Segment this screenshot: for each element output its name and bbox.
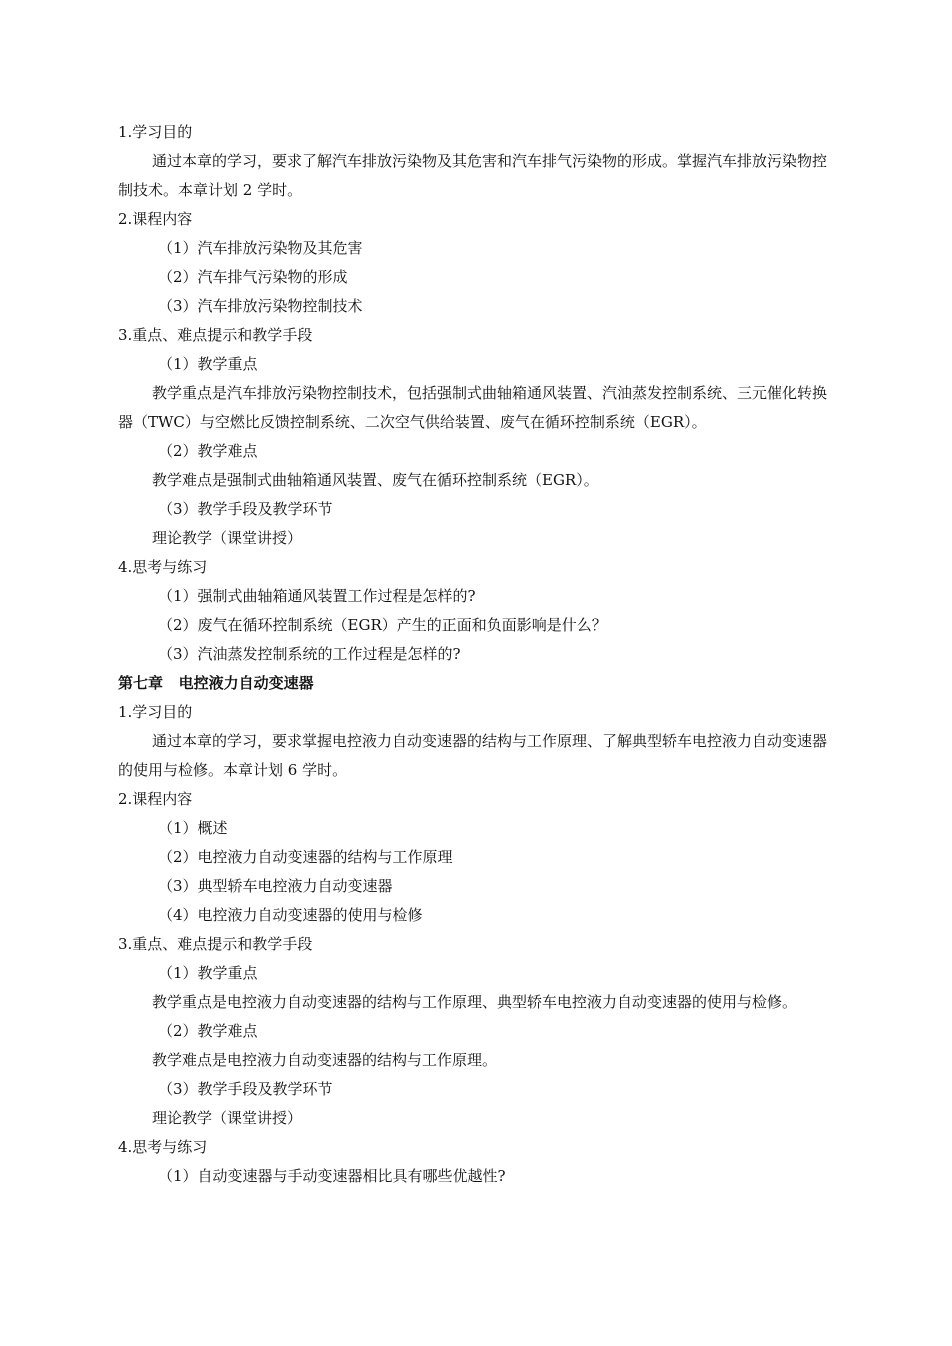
list-item: （1）强制式曲轴箱通风装置工作过程是怎样的?: [158, 587, 476, 605]
list-item: （2）废气在循环控制系统（EGR）产生的正面和负面影响是什么？: [158, 616, 607, 634]
chapter-title: 第七章 电控液力自动变速器: [118, 674, 314, 692]
paragraph: 通过本章的学习，要求了解汽车排放污染物及其危害和汽车排气污染物的形成。掌握汽车排放污染物控制技术。本章计划 2 学时。: [118, 152, 828, 199]
section-heading: 2.课程内容: [118, 210, 193, 228]
paragraph: 理论教学（课堂讲授）: [152, 529, 303, 547]
document-page: [118, 118, 836, 1191]
list-item: （1）汽车排放污染物及其危害: [158, 239, 363, 257]
subheading: （3）教学手段及教学环节: [158, 500, 333, 518]
subheading: （3）教学手段及教学环节: [158, 1080, 333, 1098]
section-heading: 1.学习目的: [118, 703, 193, 721]
section-heading: 1.学习目的: [118, 123, 193, 141]
list-item: （2）电控液力自动变速器的结构与工作原理: [158, 848, 453, 866]
list-item: （1）自动变速器与手动变速器相比具有哪些优越性?: [158, 1167, 506, 1185]
subheading: （1）教学重点: [158, 964, 258, 982]
list-item: （1）概述: [158, 819, 228, 837]
paragraph: 教学难点是电控液力自动变速器的结构与工作原理。: [152, 1051, 498, 1069]
subheading: （2）教学难点: [158, 442, 258, 460]
section-heading: 3.重点、难点提示和教学手段: [118, 326, 313, 344]
paragraph: 教学重点是电控液力自动变速器的结构与工作原理、典型轿车电控液力自动变速器的使用与检修。: [152, 993, 798, 1011]
paragraph: 理论教学（课堂讲授）: [152, 1109, 303, 1127]
list-item: （3）汽油蒸发控制系统的工作过程是怎样的?: [158, 645, 461, 663]
paragraph: 教学难点是强制式曲轴箱通风装置、废气在循环控制系统（EGR）。: [152, 471, 599, 489]
list-item: （3）典型轿车电控液力自动变速器: [158, 877, 393, 895]
subheading: （1）教学重点: [158, 355, 258, 373]
section-heading: 4.思考与练习: [118, 1138, 208, 1156]
section-heading: 3.重点、难点提示和教学手段: [118, 935, 313, 953]
list-item: （3）汽车排放污染物控制技术: [158, 297, 363, 315]
paragraph: 通过本章的学习，要求掌握电控液力自动变速器的结构与工作原理、了解典型轿车电控液力自动变速器的使用与检修。本章计划 6 学时。: [118, 732, 828, 779]
list-item: （2）汽车排气污染物的形成: [158, 268, 348, 286]
subheading: （2）教学难点: [158, 1022, 258, 1040]
section-heading: 2.课程内容: [118, 790, 193, 808]
list-item: （4）电控液力自动变速器的使用与检修: [158, 906, 423, 924]
section-heading: 4.思考与练习: [118, 558, 208, 576]
paragraph: 教学重点是汽车排放污染物控制技术，包括强制式曲轴箱通风装置、汽油蒸发控制系统、三元催化转换器（TWC）与空燃比反馈控制系统、二次空气供给装置、废气在循环控制系统（EGR）。: [118, 384, 828, 431]
